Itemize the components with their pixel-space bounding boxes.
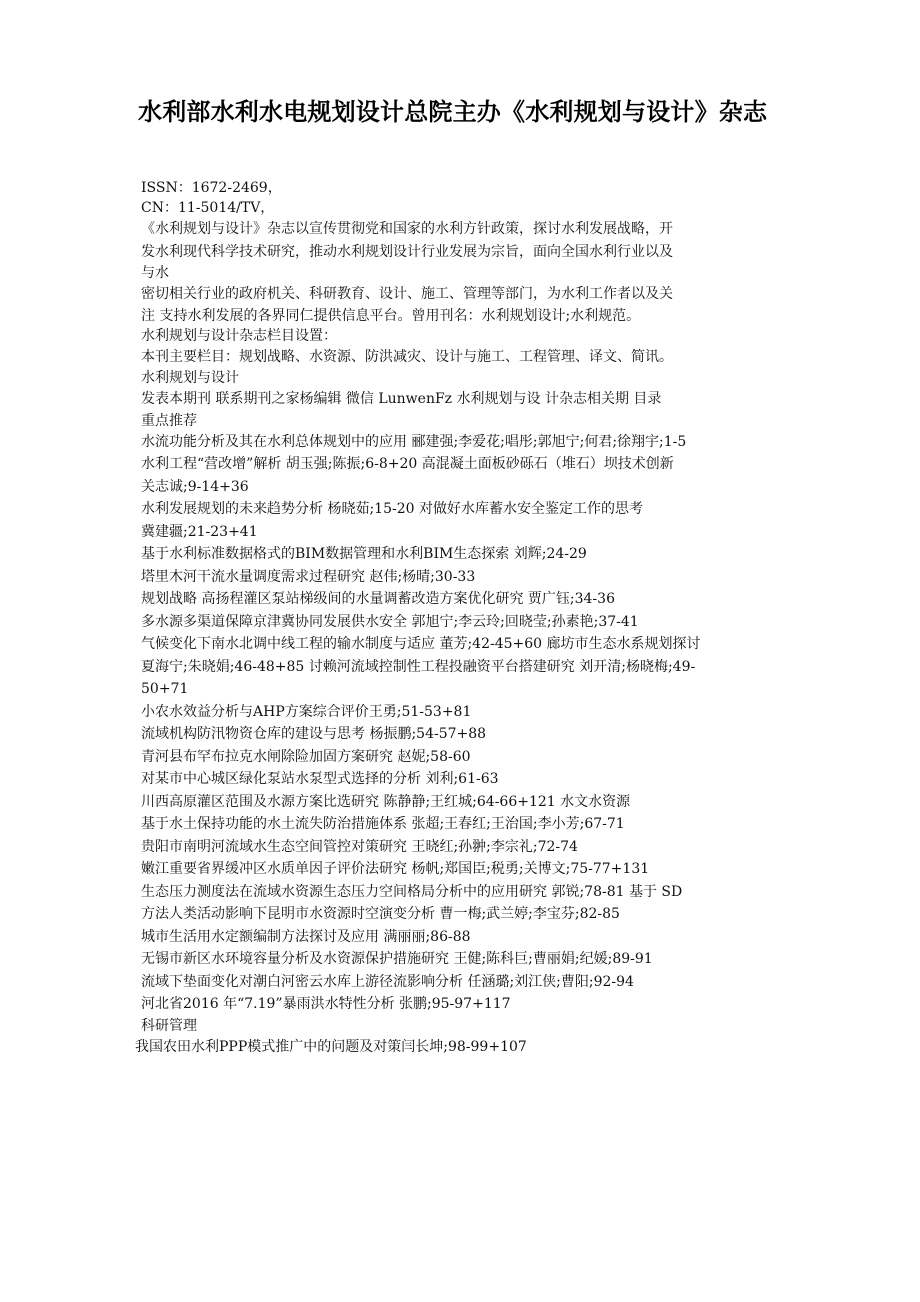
article-line: 50+71 — [141, 681, 189, 697]
section-heading: 重点推荐 — [141, 412, 197, 429]
article-line: 我国农田水利PPP模式推广中的问题及对策闫长坤;98-99+107 — [135, 1038, 527, 1055]
article-line: 气候变化下南水北调中线工程的输水制度与适应 董芳;42-45+60 廊坊市生态水系规划探讨 — [141, 636, 701, 652]
text-line: 密切相关行业的政府机关、科研教育、设计、施工、管理等部门，为水利工作者以及关 — [141, 286, 673, 302]
article-line: 城市生活用水定额编制方法探讨及应用 满丽丽;86-88 — [141, 928, 471, 945]
section-heading: 水利规划与设计杂志栏目设置： — [141, 327, 337, 344]
article-line: 河北省2016 年“7.19”暴雨洪水特性分析 张鹏;95-97+117 — [141, 996, 511, 1012]
article-line: 流域下垫面变化对潮白河密云水库上游径流影响分析 任涵璐;刘江侠;曹阳;92-94 — [141, 973, 634, 990]
article-line: 冀建疆;21-23+41 — [141, 523, 258, 540]
article-line: 方法人类活动影响下昆明市水资源时空演变分析 曹一梅;武兰婷;李宝芬;82-85 — [141, 906, 620, 922]
text-line: 发水利现代科学技术研究，推动水利规划设计行业发展为宗旨，面向全国水利行业以及 — [141, 243, 673, 260]
text-line: 与水 — [141, 265, 169, 281]
section-heading: 水利规划与设计 — [141, 370, 239, 386]
article-line: 塔里木河干流水量调度需求过程研究 赵伟;杨晴;30-33 — [141, 568, 476, 585]
text-line: 《水利规划与设计》杂志以宣传贯彻党和国家的水利方针政策，探讨水利发展战略，开 — [141, 221, 673, 237]
article-line: 流域机构防汛物资仓库的建设与思考 杨振鹏;54-57+88 — [141, 726, 487, 742]
article-line: 小农水效益分析与AHP方案综合评价王勇;51-53+81 — [141, 703, 472, 720]
article-line: 贵阳市南明河流域水生态空间管控对策研究 王晓红;孙翀;李宗礼;72-74 — [141, 838, 578, 855]
article-line: 青河县布罕布拉克水闸除险加固方案研究 赵妮;58-60 — [141, 748, 471, 765]
text-line: 注 支持水利发展的各界同仁提供信息平台。曾用刊名：水利规划设计;水利规范。 — [141, 307, 641, 324]
text-line: 发表本期刊 联系期刊之家杨编辑 微信 LunwenFz 水利规划与设 计杂志相关期 目录 — [141, 391, 662, 407]
article-line: 规划战略 高扬程灌区泵站梯级间的水量调蓄改造方案优化研究 贾广钰;34-36 — [141, 591, 615, 607]
article-line: 多水源多渠道保障京津冀协同发展供水安全 郭旭宁;李云玲;回晓莹;孙素艳;37-41 — [141, 613, 639, 630]
article-line: 基于水土保持功能的水土流失防治措施体系 张超;王春红;王治国;李小芳;67-71 — [141, 816, 625, 832]
article-line: 无锡市新区水环境容量分析及水资源保护措施研究 王健;陈科巨;曹丽娟;纪媛;89-91 — [141, 951, 653, 967]
article-line: 夏海宁;朱晓娟;46-48+85 讨赖河流域控制性工程投融资平台搭建研究 刘开清;杨晓梅;49- — [141, 658, 696, 675]
article-line: 关志诚;9-14+36 — [141, 478, 249, 495]
document-body — [135, 178, 791, 1058]
section-heading: 科研管理 — [141, 1017, 197, 1034]
article-line: 基于水利标准数据格式的BIM数据管理和水利BIM生态探索 刘辉;24-29 — [141, 546, 587, 562]
article-line: 水利发展规划的未来趋势分析 杨晓茹;15-20 对做好水库蓄水安全鉴定工作的思考 — [141, 501, 643, 517]
article-line: 川西高原灌区范围及水源方案比选研究 陈静静;王红城;64-66+121 水文水资源 — [141, 793, 631, 810]
cn-line: CN：11-5014/TV， — [141, 200, 275, 216]
article-line: 嫩江重要省界缓冲区水质单因子评价法研究 杨帆;郑国臣;税勇;关博文;75-77+131 — [141, 861, 650, 877]
article-line: 对某市中心城区绿化泵站水泵型式选择的分析 刘利;61-63 — [141, 771, 499, 787]
text-line: 本刊主要栏目：规划战略、水资源、防洪减灾、设计与施工、工程管理、译文、简讯。 — [141, 348, 673, 365]
article-line: 生态压力测度法在流域水资源生态压力空间格局分析中的应用研究 郭锐;78-81 基于 SD — [141, 883, 683, 900]
article-line: 水利工程“营改增”解析 胡玉强;陈振;6-8+20 高混凝土面板砂砾石（堆石）坝技术创新 — [141, 456, 674, 472]
document-title: 水利部水利水电规划设计总院主办《水利规划与设计》杂志 — [138, 98, 768, 126]
issn-line: ISSN：1672-2469， — [141, 180, 282, 196]
article-line: 水流功能分析及其在水利总体规划中的应用 郦建强;李爱花;唱彤;郭旭宁;何君;徐翔宇;1-5 — [141, 433, 687, 450]
